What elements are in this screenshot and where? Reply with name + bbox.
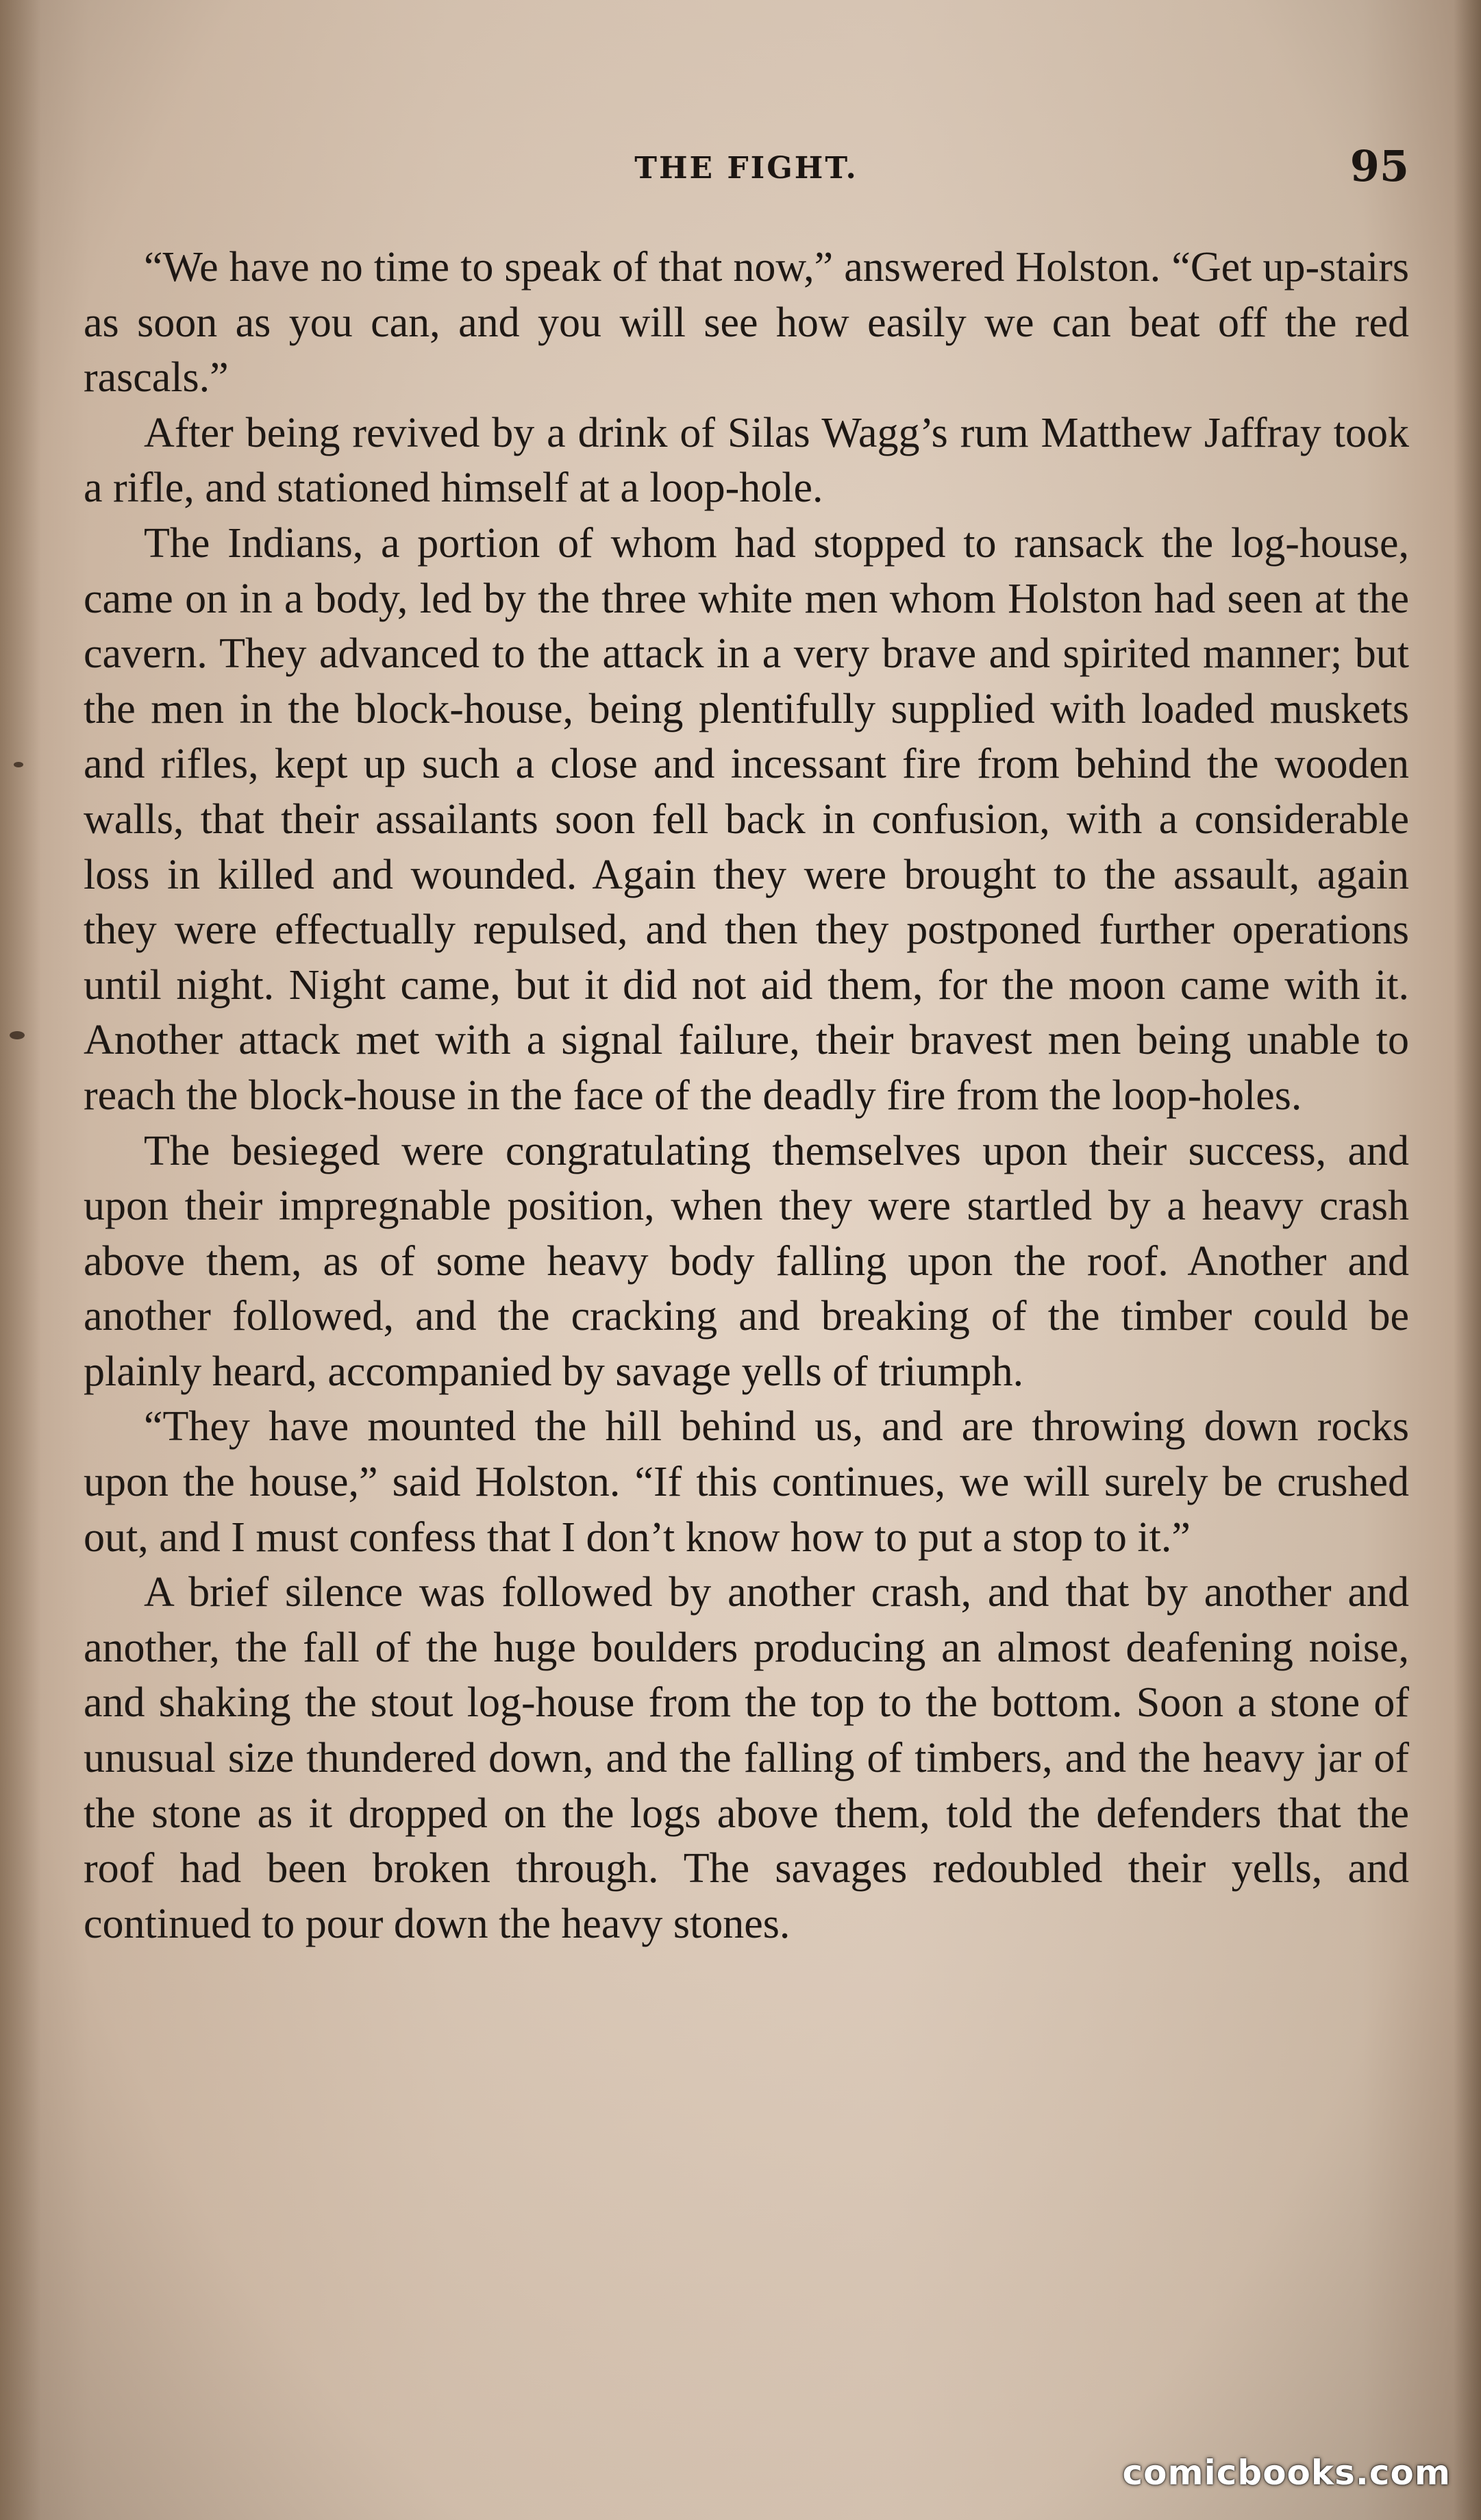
paragraph: A brief silence was followed by another crash, and that by another and another, the fall of the huge boulders producing an almost deafening noise, and shaking the stout log-house from the top to the bottom. Soon a stone of unusual size thundered down, and the falling of timbers, and the heavy jar of the stone as it dropped on the logs above them, told the defenders that the roof had been broken through. The savages redoubled their yells, and continued to pour down the heavy stones.	[84, 1569, 1409, 1947]
paragraph: “We have no time to speak of that now,” answered Holston. “Get up-stairs as soon as you can, and you will see how easily we can beat off the red rascals.”	[84, 244, 1409, 402]
watermark: comicbooks.com	[1122, 2453, 1451, 2493]
body-text	[84, 240, 1409, 1951]
page-number: 95	[1349, 141, 1409, 191]
paragraph: The Indians, a portion of whom had stopped to ransack the log-house, came on in a body, led by the three white men whom Holston had seen at the cavern. They advanced to the attack in a very brave and spirited manner; but the men in the block-house, being plentifully supplied with loaded muskets and rifles, kept up such a close and incessant fire from behind the wooden walls, that their assailants soon fell back in confusion, with a considerable loss in killed and wounded. Again they were brought to the assault, again they were effectually repulsed, and then they postponed further operations until night. Night came, but it did not aid them, for the moon came with it. Another attack met with a signal failure, their bravest men being unable to reach the block-house in the face of the deadly fire from the loop-holes.	[84, 519, 1409, 1119]
ink-mark	[10, 1031, 25, 1039]
paragraph: After being revived by a drink of Silas Wagg’s rum Matthew Jaffray took a rifle, and stationed himself at a loop-hole.	[84, 409, 1409, 512]
ink-mark	[14, 762, 23, 767]
running-head	[84, 137, 1409, 199]
paragraph: “They have mounted the hill behind us, and are throwing down rocks upon the house,” said Holston. “If this continues, we will surely be crushed out, and I must confess that I don’t know how to put a stop to it.”	[84, 1403, 1409, 1561]
paragraph: The besieged were congratulating themselves upon their success, and upon their impregnable position, when they were startled by a heavy crash above them, as of some heavy body falling upon the roof. Another and another followed, and the cracking and breaking of the timber could be plainly heard, accompanied by savage yells of triumph.	[84, 1127, 1409, 1395]
running-title: THE FIGHT.	[634, 151, 858, 186]
